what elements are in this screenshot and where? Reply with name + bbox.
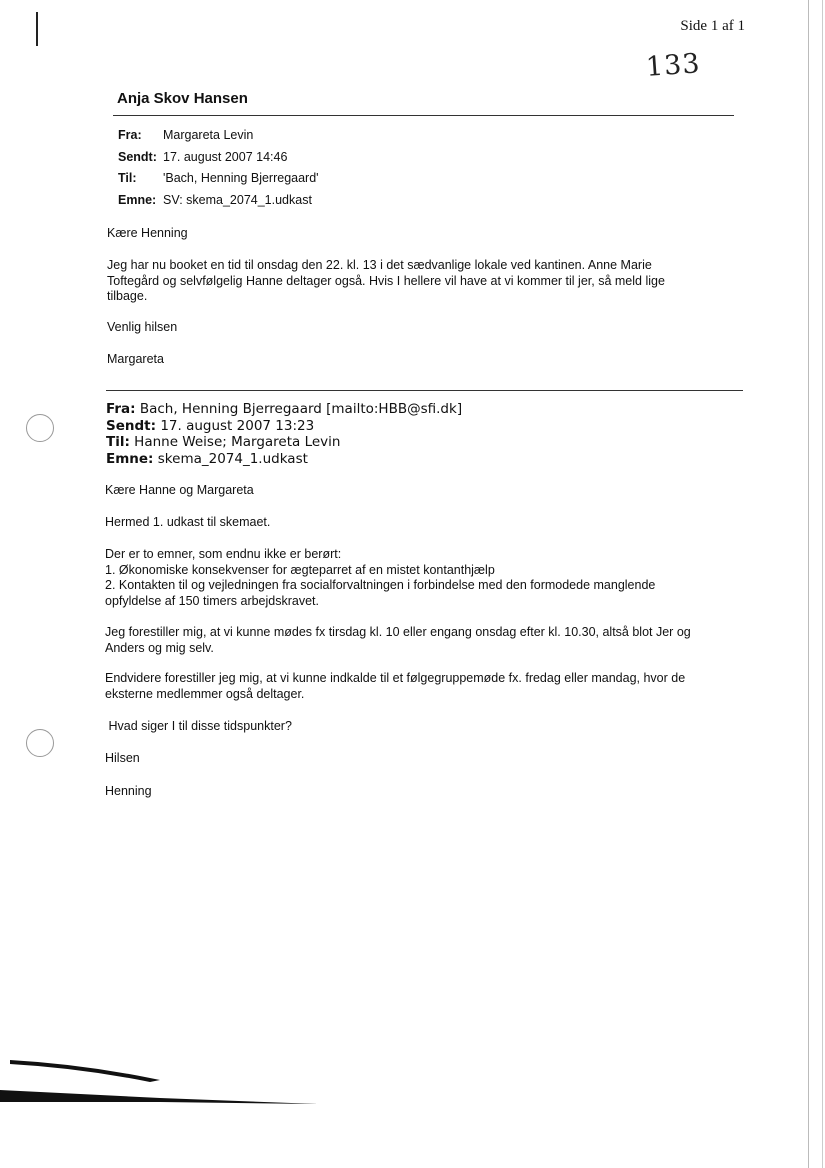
email1-signature: Margareta — [107, 352, 164, 366]
page-number-header: Side 1 af 1 — [680, 18, 745, 34]
header-divider — [113, 115, 734, 116]
email2-headers — [106, 401, 462, 467]
body-line: Toftegård og selvfølgelig Hanne deltager også. Hvis I hellere vil have at vi kommer til jer, så meld lige — [107, 273, 665, 288]
email2-signature: Henning — [105, 784, 152, 798]
body-line: eksterne medlemmer også deltager. — [105, 686, 305, 701]
email1-from-row — [118, 125, 319, 147]
email1-greeting: Kære Henning — [107, 226, 188, 240]
email1-subject-row — [118, 190, 319, 212]
body-line: Jeg har nu booket en tid til onsdag den 22. kl. 13 i det sædvanlige lokale ved kantinen. Anne Marie — [107, 258, 652, 272]
email1-headers — [118, 125, 319, 211]
punch-hole-bottom — [26, 729, 54, 757]
email1-to-row — [118, 168, 319, 190]
email2-followup — [105, 671, 735, 702]
header-key: Fra: — [118, 128, 142, 142]
right-edge-line — [808, 0, 809, 1168]
email1-subject-value: SV: skema_2074_1.udkast — [163, 192, 312, 207]
email1-closing: Venlig hilsen — [107, 320, 178, 334]
punch-hole-top — [26, 414, 54, 442]
body-line: Endvidere forestiller jeg mig, at vi kunne indkalde til et følgegruppemøde fx. fredag eller mandag, hvor de — [105, 671, 686, 685]
body-line: 1. Økonomiske konsekvenser for ægteparret af en mistet kontanthjælp — [105, 562, 495, 577]
scan-margin-mark — [36, 12, 38, 46]
body-line: opfyldelse af 150 timers arbejdskravet. — [105, 593, 319, 608]
email2-intro: Hermed 1. udkast til skemaet. — [105, 515, 271, 529]
email1-body — [107, 258, 737, 305]
email2-from-row — [106, 401, 462, 418]
email2-greeting: Kære Hanne og Margareta — [105, 483, 254, 497]
body-line: tilbage. — [107, 289, 148, 303]
header-key: Sendt: — [118, 149, 157, 164]
header-key: Fra: — [106, 401, 136, 417]
email1-to-value: 'Bach, Henning Bjerregaard' — [163, 171, 319, 185]
scan-artifact — [0, 1050, 340, 1110]
email2-from-value: Bach, Henning Bjerregaard [mailto:HBB@sfi.dk] — [139, 401, 463, 417]
body-line: Der er to emner, som endnu ikke er berørt: — [105, 547, 342, 561]
right-edge-line-outer — [822, 0, 823, 1168]
email2-subject-row — [106, 451, 462, 468]
email2-subject-value: skema_2074_1.udkast — [157, 450, 308, 467]
email2-meeting — [105, 625, 735, 656]
email1-sent-row — [118, 147, 319, 169]
email1-from-value: Margareta Levin — [163, 128, 254, 142]
email2-sent-value: 17. august 2007 13:23 — [160, 417, 315, 434]
email2-to-value: Hanne Weise; Margareta Levin — [134, 434, 341, 450]
email2-question: Hvad siger I til disse tidspunkter? — [105, 719, 292, 733]
mailbox-owner-name: Anja Skov Hansen — [117, 90, 248, 107]
header-key: Til: — [106, 434, 130, 450]
email2-closing: Hilsen — [105, 751, 140, 765]
header-key: Emne: — [118, 192, 157, 207]
email2-sent-row — [106, 418, 462, 435]
header-key: Emne: — [106, 450, 154, 467]
handwritten-page-number: 133 — [644, 48, 702, 83]
body-line: Anders og mig selv. — [105, 640, 214, 655]
header-key: Sendt: — [106, 417, 157, 434]
header-key: Til: — [118, 171, 137, 185]
forward-divider — [106, 390, 743, 391]
email2-topics — [105, 547, 735, 609]
body-line: 2. Kontakten til og vejledningen fra socialforvaltningen i forbindelse med den formodede manglende — [105, 578, 656, 592]
email1-sent-value: 17. august 2007 14:46 — [163, 149, 288, 164]
body-line: Jeg forestiller mig, at vi kunne mødes fx tirsdag kl. 10 eller engang onsdag efter kl. 10.30, altså blot Jer og — [105, 625, 691, 639]
email2-to-row — [106, 434, 462, 451]
